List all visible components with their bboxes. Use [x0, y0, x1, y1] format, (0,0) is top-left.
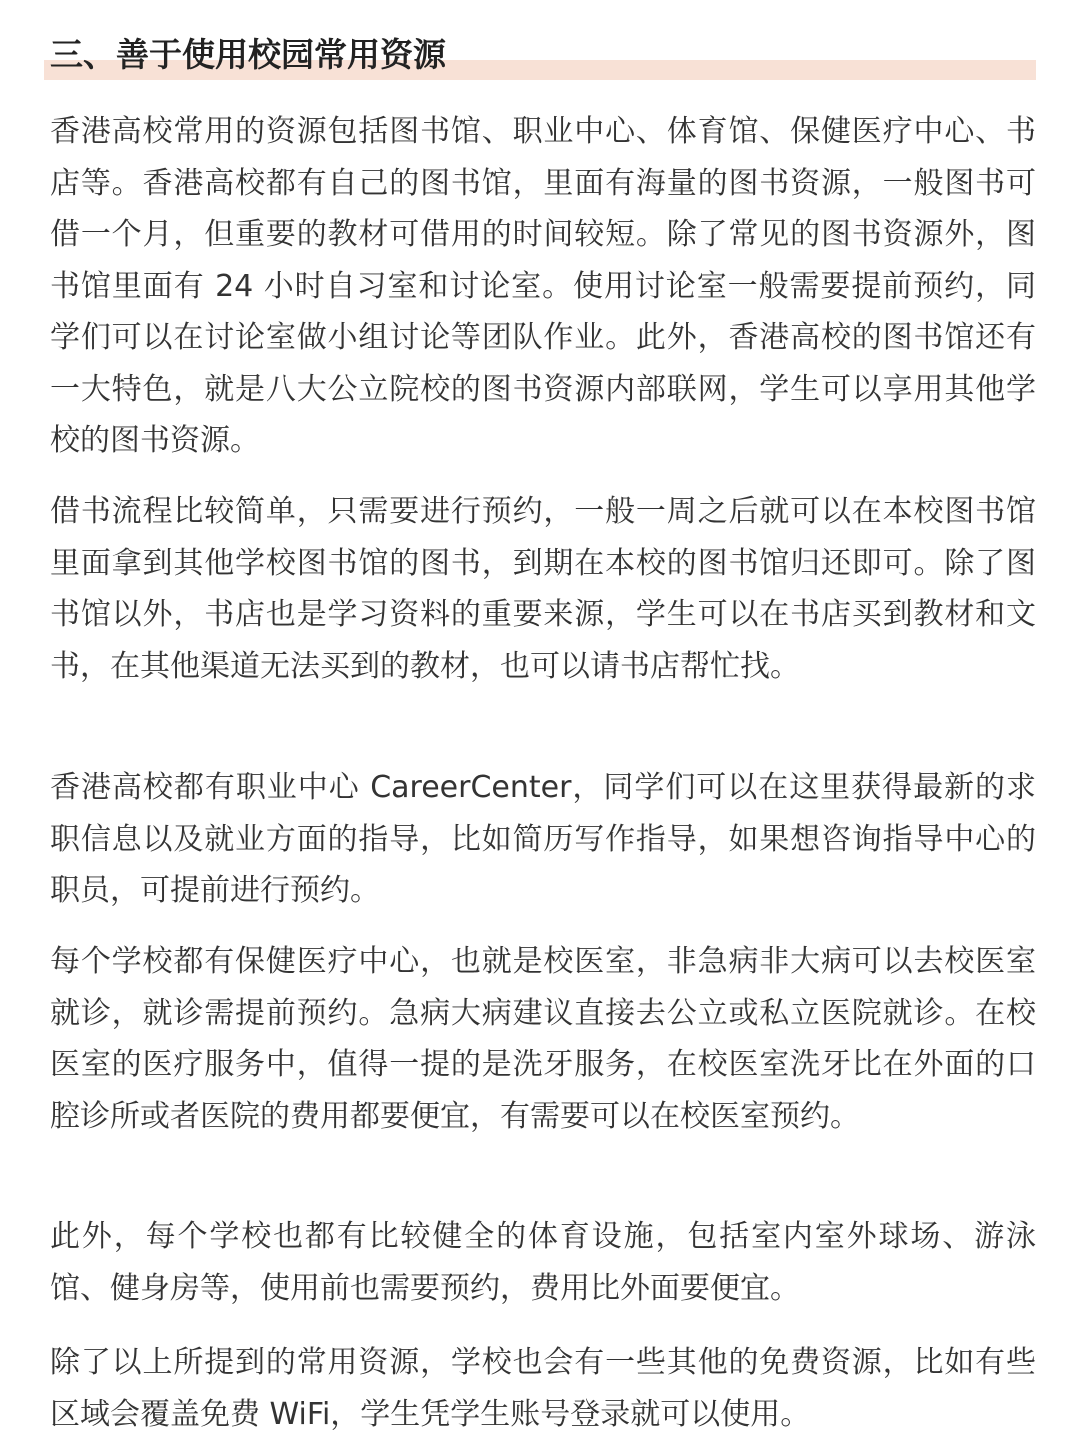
paragraph-free-resources: 除了以上所提到的常用资源，学校也会有一些其他的免费资源，比如有些区域会覆盖免费 WiFi，学生凭学生账号登录就可以使用。	[50, 1345, 1036, 1432]
paragraph-sports-facilities: 此外，每个学校也都有比较健全的体育设施，包括室内室外球场、游泳馆、健身房等，使用前也需要预约，费用比外面要便宜。	[50, 1219, 1036, 1306]
paragraph-campus-resources: 香港高校常用的资源包括图书馆、职业中心、体育馆、保健医疗中心、书店等。香港高校都有自己的图书馆，里面有海量的图书资源，一般图书可借一个月，但重要的教材可借用的时间较短。除了常见的图书资源外，图书馆里面有 24 小时自习室和讨论室。使用讨论室一般需要提前预约，同学们可以在讨论室做小组讨论等团队作业。此外，香港高校的图书馆还有一大特色，就是八大公立院校的图书资源内部联网，学生可以享用其他学校的图书资源。	[50, 114, 1036, 458]
paragraph-career-center: 香港高校都有职业中心 CareerCenter，同学们可以在这里获得最新的求职信息以及就业方面的指导，比如简历写作指导，如果想咨询指导中心的职员，可提前进行预约。	[50, 770, 1036, 908]
paragraph-health-center: 每个学校都有保健医疗中心，也就是校医室，非急病非大病可以去校医室就诊，就诊需提前预约。急病大病建议直接去公立或私立医院就诊。在校医室的医疗服务中，值得一提的是洗牙服务，在校医室洗牙比在外面的口腔诊所或者医院的费用都要便宜，有需要可以在校医室预约。	[50, 944, 1036, 1134]
section-heading-block	[44, 28, 1036, 82]
paragraph-borrowing-books: 借书流程比较简单，只需要进行预约，一般一周之后就可以在本校图书馆里面拿到其他学校图书馆的图书，到期在本校的图书馆归还即可。除了图书馆以外，书店也是学习资料的重要来源，学生可以在书店买到教材和文书，在其他渠道无法买到的教材，也可以请书店帮忙找。	[50, 494, 1036, 684]
section-heading: 三、善于使用校园常用资源	[50, 35, 446, 74]
